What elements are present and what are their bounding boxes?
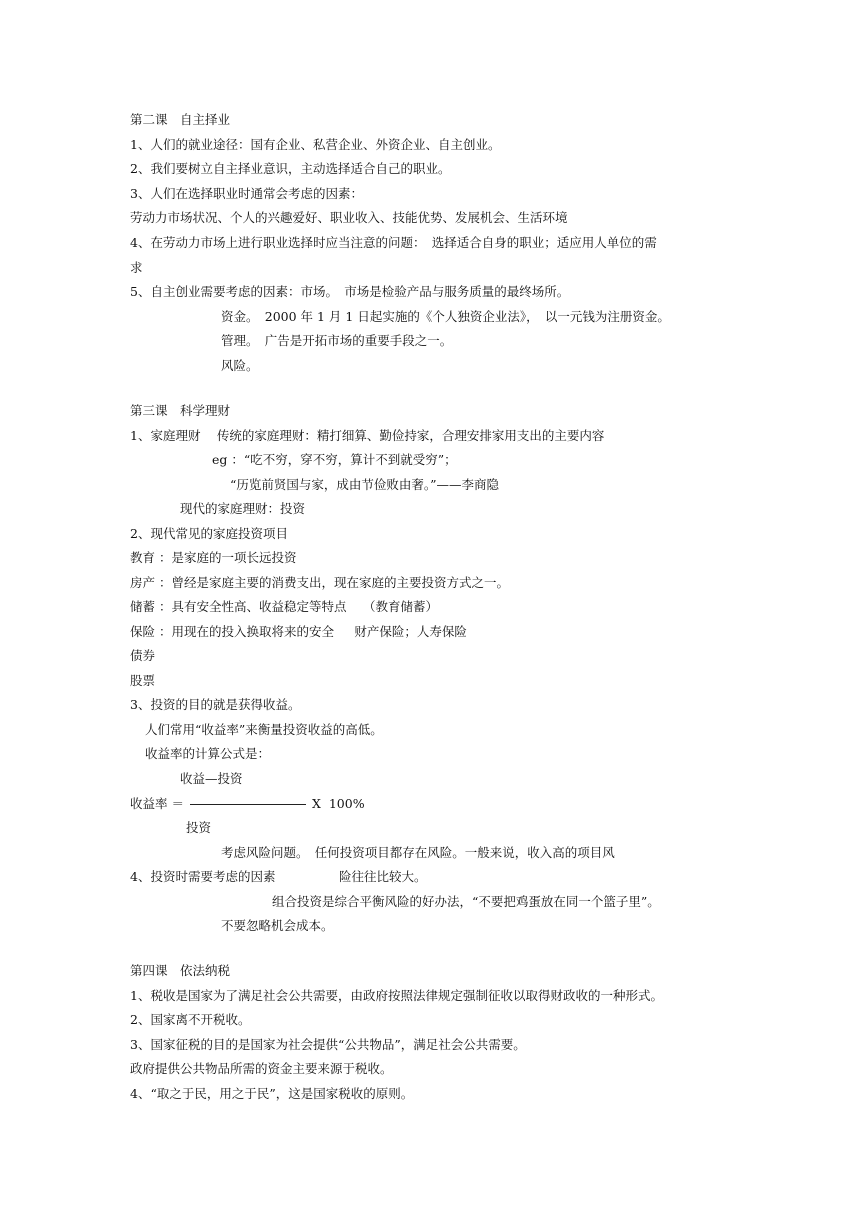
lesson2-item-5-capital: 资金。 2000 年 1 月 1 日起实施的《个人独资企业法》， 以一元钱为注册资金。 — [221, 309, 670, 324]
investment-property: 房产 ：曾经是家庭主要的消费支出，现在家庭的主要投资方式之一。 — [130, 575, 509, 590]
lesson4-item-3-detail: 政府提供公共物品所需的资金主要来源于税收。 — [130, 1061, 393, 1076]
lesson4-item-2: 2、国家离不开税收。 — [130, 1012, 251, 1027]
lesson2-item-4-cont: 求 — [130, 260, 143, 275]
lesson2-item-5: 5、自主创业需要考虑的因素：市场。 市场是检验产品与服务质量的最终场所。 — [130, 284, 570, 299]
lesson2-item-5-management: 管理。 广告是开拓市场的重要手段之一。 — [221, 333, 453, 348]
lesson3-item-1: 1、家庭理财 传统的家庭理财：精打细算、勤俭持家，合理安排家用支出的主要内容 — [130, 428, 605, 443]
lesson3-item-2: 2、现代常见的家庭投资项目 — [130, 526, 288, 541]
factor-risk: 考虑风险问题。 任何投资项目都存在风险。一般来说，收入高的项目风 — [221, 845, 615, 860]
formula-numerator: 收益—投资 — [180, 771, 243, 786]
lesson2-item-5-risk: 风险。 — [221, 358, 259, 373]
lesson4-title: 第四课 依法纳税 — [130, 963, 231, 978]
formula-lhs: 收益率 ＝ — [130, 796, 184, 811]
lesson3-formula-intro: 收益率的计算公式是： — [145, 746, 271, 761]
lesson3-example-1: eg ：“吃不穷，穿不穷，算计不到就受穷”； — [212, 452, 457, 467]
lesson3-yield-intro: 人们常用“收益率”来衡量投资收益的高低。 — [145, 722, 383, 737]
factor-portfolio: 组合投资是综合平衡风险的好办法，“不要把鸡蛋放在同一个篮子里”。 — [272, 894, 660, 909]
formula-rhs: X 100% — [312, 796, 365, 811]
lesson4-item-4: 4、“取之于民，用之于民”，这是国家税收的原则。 — [130, 1086, 414, 1101]
investment-savings: 储蓄 ：具有安全性高、收益稳定等特点 （教育储蓄） — [130, 599, 438, 614]
lesson2-item-4: 4、在劳动力市场上进行职业选择时应当注意的问题： 选择适合自身的职业；适应用人单位的需 — [130, 235, 657, 250]
factor-opportunity-cost: 不要忽略机会成本。 — [221, 918, 334, 933]
investment-bonds: 债券 — [130, 648, 156, 663]
investment-insurance: 保险 ：用现在的投入换取将来的安全 财产保险；人寿保险 — [130, 624, 467, 639]
factor-risk-cont: 险往往比较大。 — [339, 869, 427, 884]
lesson2-item-3-detail: 劳动力市场状况、个人的兴趣爱好、职业收入、技能优势、发展机会、生活环境 — [130, 210, 568, 225]
investment-education: 教育 ：是家庭的一项长远投资 — [130, 550, 297, 565]
lesson3-example-2: “历览前贤国与家，成由节俭败由奢。”——李商隐 — [230, 477, 500, 492]
lesson2-item-2: 2、我们要树立自主择业意识，主动选择适合自己的职业。 — [130, 161, 451, 176]
lesson3-item-3: 3、投资的目的就是获得收益。 — [130, 697, 301, 712]
formula-denominator: 投资 — [186, 820, 212, 835]
lesson2-item-1: 1、人们的就业途径：国有企业、私营企业、外资企业、自主创业。 — [130, 137, 501, 152]
lesson2-title: 第二课 自主择业 — [130, 112, 231, 127]
lesson2-item-3: 3、人们在选择职业时通常会考虑的因素： — [130, 186, 363, 201]
lesson3-title: 第三课 科学理财 — [130, 403, 231, 418]
lesson4-item-3: 3、国家征税的目的是国家为社会提供“公共物品”，满足社会公共需要。 — [130, 1037, 526, 1052]
lesson3-modern: 现代的家庭理财：投资 — [180, 501, 306, 516]
investment-stocks: 股票 — [130, 673, 156, 688]
lesson4-item-1: 1、税收是国家为了满足社会公共需要，由政府按照法律规定强制征收以取得财政收的一种形式。 — [130, 988, 663, 1003]
formula-fraction-bar — [190, 804, 306, 805]
lesson3-item-4: 4、投资时需要考虑的因素 — [130, 869, 276, 884]
